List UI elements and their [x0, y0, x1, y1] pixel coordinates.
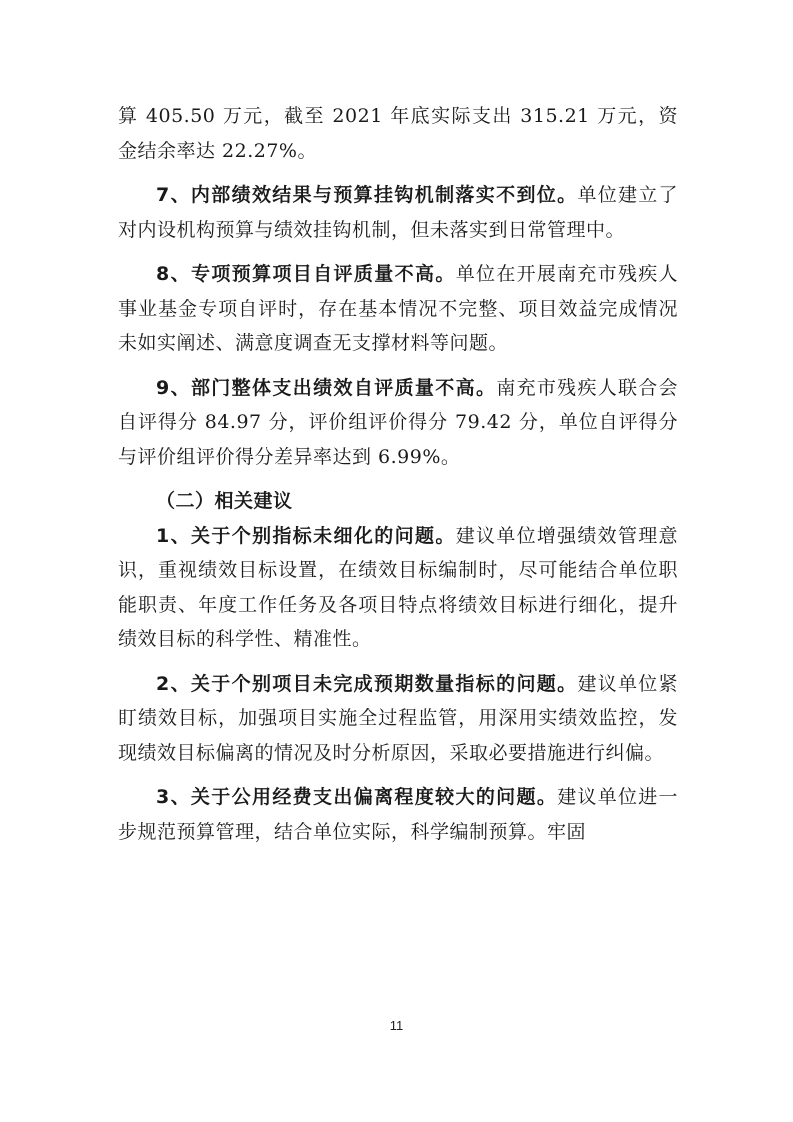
document-body [118, 99, 678, 849]
suggestion-text: 建议单位增强绩效管理意识，重视绩效目标设置，在绩效目标编制时，尽可能结合单位职能职责、年度工作任务及各项目特点将绩效目标进行细化，提升绩效目标的科学性、精准性。 [118, 524, 678, 650]
suggestion-text: 建议单位进一步规范预算管理，结合单位实际，科学编制预算。牢固 [118, 786, 678, 843]
suggestion-3 [118, 780, 678, 849]
suggestion-text: 建议单位紧盯绩效目标，加强项目实施全过程监管，用深用实绩效监控，发现绩效目标偏离的情况及时分析原因，采取必要措施进行纠偏。 [118, 672, 678, 764]
paragraph-lead: 9、部门整体支出绩效自评质量不高。 [156, 376, 497, 399]
suggestion-lead: 3、关于公用经费支出偏离程度较大的问题。 [156, 786, 558, 808]
suggestion-lead: 1、关于个别指标未细化的问题。 [156, 524, 456, 547]
paragraph-continuation [118, 99, 678, 168]
paragraph-text: 南充市残疾人联合会自评得分 84.97 分，评价组评价得分 79.42 分，单位自评得分与评价组评价得分差异率达到 6.99%。 [118, 376, 678, 468]
suggestion-1 [118, 519, 678, 657]
paragraph-text: 单位建立了对内设机构预算与绩效挂钩机制，但未落实到日常管理中。 [118, 184, 678, 241]
suggestion-lead: 2、关于个别项目未完成预期数量指标的问题。 [156, 672, 578, 695]
paragraph-text: 单位在开展南充市残疾人事业基金专项自评时，存在基本情况不完整、项目效益完成情况未如实阐述、满意度调查无支撑材料等问题。 [118, 263, 678, 354]
paragraph-issue-7 [118, 178, 678, 247]
section-heading: （二）相关建议 [156, 490, 293, 512]
suggestion-2 [118, 667, 678, 771]
paragraph-issue-8 [118, 257, 678, 361]
paragraph-lead: 8、专项预算项目自评质量不高。 [156, 263, 456, 285]
paragraph-text: 算 405.50 万元，截至 2021 年底实际支出 315.21 万元，资金结余率达 22.27%。 [118, 105, 678, 162]
paragraph-issue-9 [118, 371, 678, 475]
page-number: 11 [389, 1018, 404, 1033]
paragraph-lead: 7、内部绩效结果与预算挂钩机制落实不到位。 [156, 184, 578, 206]
